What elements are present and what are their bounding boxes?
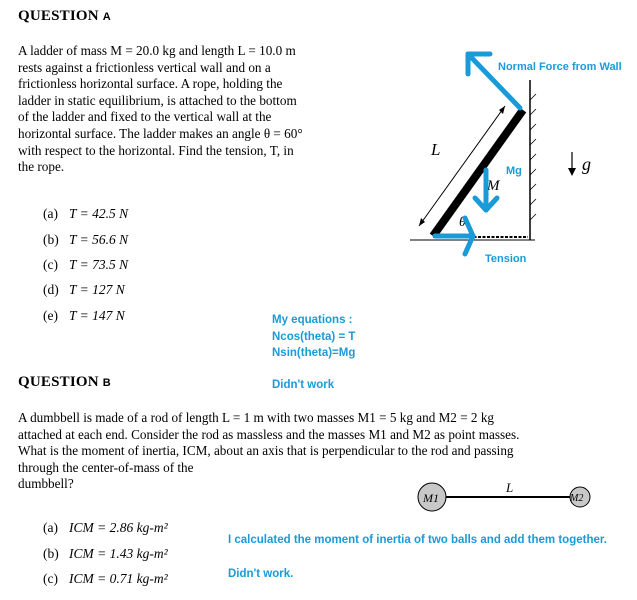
mass-symbol: M bbox=[487, 178, 500, 194]
normal-force-label: Normal Force from Wall bbox=[498, 61, 622, 73]
tension-label: Tension bbox=[485, 253, 527, 265]
gravity-arrow-head bbox=[568, 168, 576, 176]
equations-note bbox=[272, 312, 355, 362]
question-a-option-a[interactable]: (a) T = 42.5 N bbox=[43, 206, 129, 221]
length-symbol: L bbox=[431, 140, 441, 159]
question-b-line: attached at each end. Consider the rod as massless and the masses M1 and M2 as point masses. bbox=[18, 426, 520, 442]
question-b-option-c[interactable]: (c) ICM = 0.71 kg-m² bbox=[43, 571, 168, 586]
question-b-line: through the center-of-mass of the bbox=[18, 459, 194, 475]
question-b-explanation-note: I calculated the moment of inertia of two balls and add them together. bbox=[228, 534, 607, 546]
question-a-text bbox=[18, 43, 348, 176]
dumbbell-diagram bbox=[410, 472, 610, 522]
question-a-option-e[interactable]: (e) T = 147 N bbox=[43, 308, 125, 323]
equations-title: My equations : bbox=[272, 314, 353, 326]
equation-2: Nsin(theta)=Mg bbox=[272, 347, 356, 359]
question-b-option-b[interactable]: (b) ICM = 1.43 kg-m² bbox=[43, 546, 168, 561]
m1-label: M1 bbox=[423, 491, 439, 505]
ladder-diagram bbox=[395, 40, 555, 280]
mg-label: Mg bbox=[506, 165, 522, 177]
gravity-symbol: g bbox=[582, 154, 591, 174]
question-a-line: A ladder of mass M = 20.0 kg and length L = 10.0 m bbox=[18, 43, 296, 58]
question-a-option-c[interactable]: (c) T = 73.5 N bbox=[43, 257, 129, 272]
wall-hatching bbox=[530, 94, 536, 220]
question-b-line: A dumbbell is made of a rod of length L = 1 m with two masses M1 = 5 kg and M2 = 2 kg bbox=[18, 410, 495, 425]
m2-label: M2 bbox=[570, 493, 584, 504]
question-b-result-note: Didn't work. bbox=[228, 568, 294, 580]
question-a-result-note: Didn't work bbox=[272, 379, 335, 391]
question-a-line: frictionless horizontal surface. A rope, holding the bbox=[18, 76, 283, 92]
question-a-option-b[interactable]: (b) T = 56.6 N bbox=[43, 232, 129, 247]
length-dimension-line bbox=[419, 106, 505, 226]
question-a-line: of the ladder and fixed to the vertical wall at the bbox=[18, 109, 272, 125]
question-a-line: horizontal surface. The ladder makes an angle θ = 60° bbox=[18, 125, 303, 141]
question-a-line: the rope. bbox=[18, 159, 65, 175]
question-a-heading: QUESTION A bbox=[18, 8, 111, 24]
question-b-line: What is the moment of inertia, ICM, about an axis that is perpendicular to the rod and passing bbox=[18, 443, 514, 459]
rod-length-symbol: L bbox=[506, 480, 514, 495]
question-b-heading: QUESTION B bbox=[18, 374, 111, 390]
question-a-line: with respect to the horizontal. Find the tension, T, in bbox=[18, 142, 294, 158]
question-b-line: dumbbell? bbox=[18, 476, 74, 492]
equation-1: Ncos(theta) = T bbox=[272, 330, 356, 343]
question-a-option-d[interactable]: (d) T = 127 N bbox=[43, 282, 125, 297]
gravity-indicator bbox=[564, 148, 604, 182]
question-a-line: ladder in static equilibrium, is attached to the bottom bbox=[18, 92, 297, 108]
question-a-line: rests against a frictionless vertical wall and on a bbox=[18, 59, 271, 75]
question-b-option-a[interactable]: (a) ICM = 2.86 kg-m² bbox=[43, 520, 168, 535]
angle-symbol: θ bbox=[459, 215, 466, 230]
